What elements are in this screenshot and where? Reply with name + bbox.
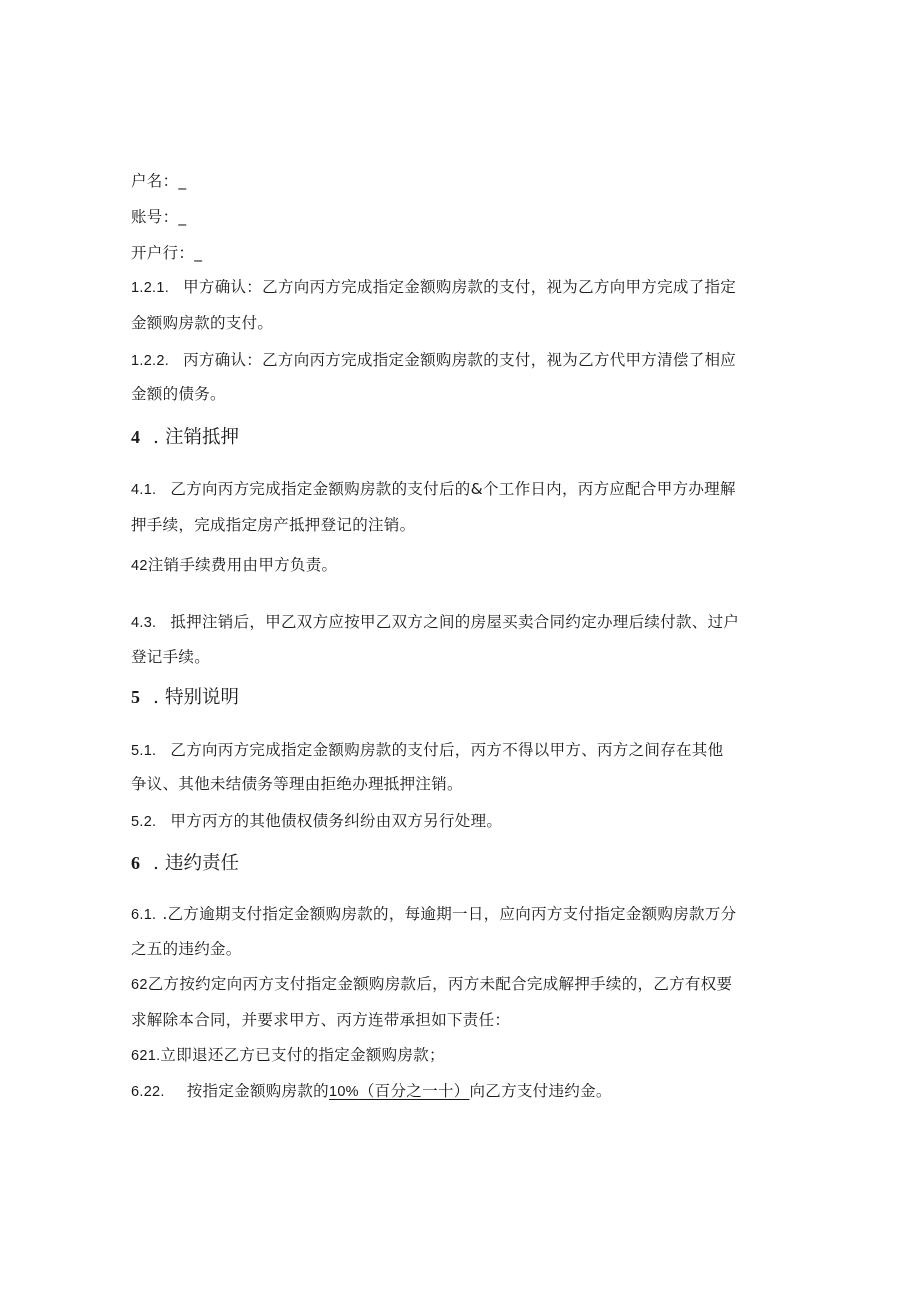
clause-number: 5.1. — [131, 743, 157, 759]
section-number: 6 — [131, 853, 140, 873]
clause-6-2-1 — [131, 1045, 445, 1066]
account-number-line: 账号：_ — [131, 208, 187, 226]
clause-6-2 — [131, 974, 732, 995]
account-bank-line: 开户行：_ — [131, 244, 203, 262]
clause-text: 乙方向丙方完成指定金额购房款的支付后，丙方不得以甲方、丙方之间存在其他 — [170, 741, 724, 759]
clause-6-2-2 — [131, 1081, 612, 1102]
section-dot: . — [153, 853, 159, 874]
clause-number: 1.2.2. — [131, 353, 170, 369]
clause-5-1-cont: 争议、其他未结债务等理由拒绝办理抵押注销。 — [131, 775, 463, 793]
clause-1-2-2 — [131, 350, 736, 371]
section-dot: . — [153, 687, 159, 708]
section-title: 特别说明 — [165, 687, 240, 708]
clause-text: 乙方按约定向丙方支付指定金额购房款后，丙方未配合完成解押手续的，乙方有权要 — [147, 975, 733, 993]
section-dot: . — [153, 427, 159, 448]
clause-number: 4.1. — [131, 482, 157, 498]
clause-number: 6.1. — [131, 907, 157, 923]
clause-text: 乙方向丙方完成指定金额购房款的支付后的&个工作日内，丙方应配合甲方办理解 — [170, 480, 736, 498]
clause-6-1 — [131, 904, 736, 925]
section-title: 注销抵押 — [165, 427, 240, 448]
clause-number: 42 — [131, 558, 148, 574]
clause-text: 抵押注销后，甲乙双方应按甲乙双方之间的房屋买卖合同约定办理后续付款、过户 — [170, 613, 740, 631]
clause-number: 5.2. — [131, 814, 157, 830]
clause-5-2 — [131, 811, 502, 832]
clause-text: 甲方确认：乙方向丙方完成指定金额购房款的支付，视为乙方向甲方完成了指定 — [183, 278, 737, 296]
clause-text-pre: 按指定金额购房款的 — [186, 1082, 329, 1100]
clause-4-1 — [131, 479, 736, 500]
clause-number: 621. — [131, 1048, 161, 1064]
penalty-rate — [329, 1082, 470, 1100]
clause-text: 注销手续费用由甲方负责。 — [147, 556, 338, 574]
section-heading-5 — [131, 685, 239, 710]
clause-number: 1.2.1. — [131, 280, 170, 296]
clause-number: 4.3. — [131, 615, 157, 631]
clause-6-1-cont: 之五的违约金。 — [131, 940, 242, 958]
clause-1-2-2-cont: 金额的债务。 — [131, 385, 226, 403]
clause-number: 6.22. — [131, 1084, 165, 1100]
clause-4-3-cont: 登记手续。 — [131, 648, 211, 666]
clause-text-post: 向乙方支付违约金。 — [469, 1082, 612, 1100]
clause-4-2 — [131, 555, 337, 576]
section-heading-6 — [131, 851, 239, 876]
clause-text: 立即退还乙方已支付的指定金额购房款； — [160, 1046, 445, 1064]
clause-text: 甲方丙方的其他债权债务纠纷由双方另行处理。 — [170, 812, 503, 830]
section-heading-4 — [131, 425, 239, 450]
section-title: 违约责任 — [165, 853, 240, 874]
account-name-line: 户名：_ — [131, 172, 187, 190]
clause-5-1 — [131, 740, 723, 761]
section-number: 5 — [131, 687, 140, 707]
penalty-percent-words: （百分之一十） — [358, 1082, 470, 1100]
clause-text: .乙方逾期支付指定金额购房款的，每逾期一日，应向丙方支付指定金额购房款万分 — [162, 905, 737, 923]
section-number: 4 — [131, 427, 140, 447]
clause-4-1-cont: 押手续，完成指定房产抵押登记的注销。 — [131, 516, 416, 534]
clause-1-2-1-cont: 金额购房款的支付。 — [131, 314, 274, 332]
clause-4-3 — [131, 612, 739, 633]
clause-1-2-1 — [131, 277, 736, 298]
clause-6-2-cont: 求解除本合同，并要求甲方、丙方连带承担如下责任： — [131, 1011, 511, 1029]
clause-number: 62 — [131, 977, 148, 993]
penalty-percent: 10% — [328, 1084, 359, 1100]
clause-text: 丙方确认：乙方向丙方完成指定金额购房款的支付，视为乙方代甲方清偿了相应 — [183, 351, 737, 369]
